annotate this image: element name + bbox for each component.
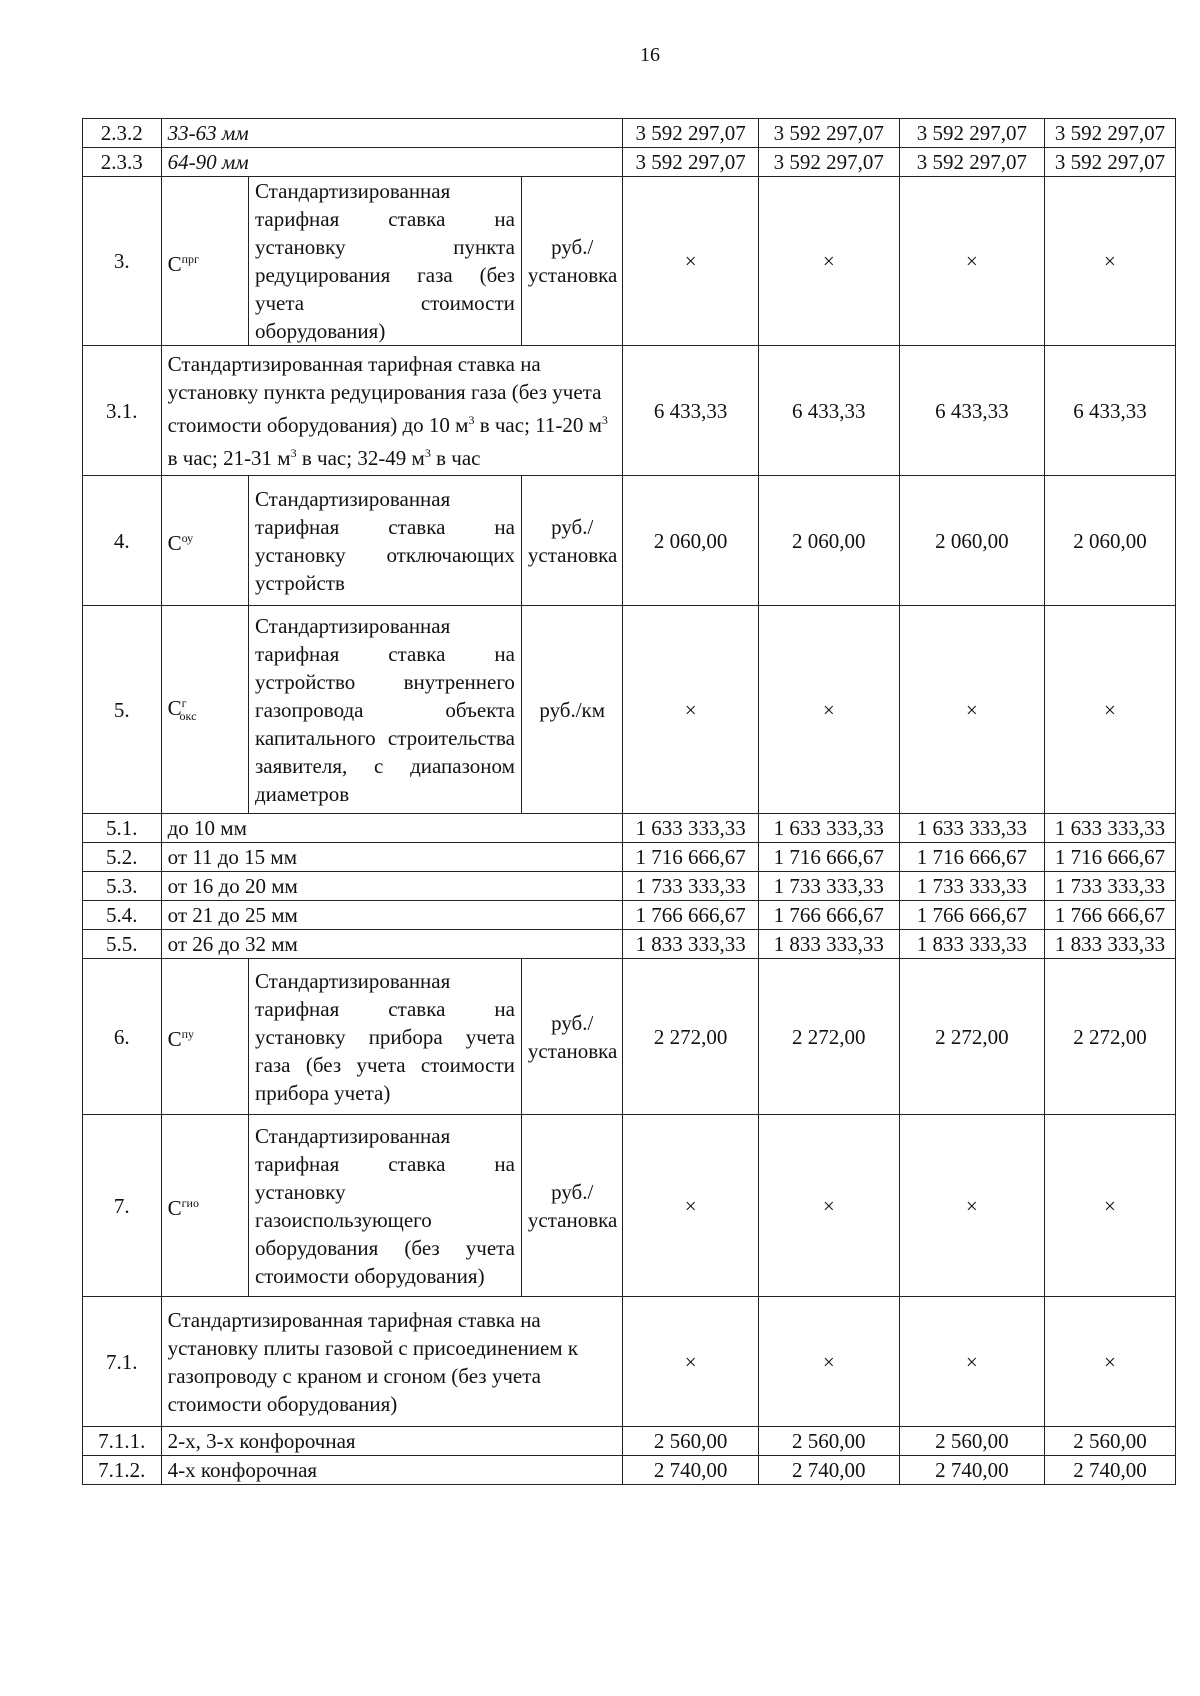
value-cell: 1 633 333,33 [1044, 814, 1175, 843]
value-cell: 2 560,00 [623, 1427, 758, 1456]
row-number: 6. [83, 959, 162, 1115]
value-cell: × [623, 1115, 758, 1297]
unit-cell: руб./установка [521, 959, 623, 1115]
value-cell: × [1044, 1115, 1175, 1297]
value-cell: × [1044, 177, 1175, 346]
value-cell: × [1044, 1297, 1175, 1427]
value-cell: 2 740,00 [758, 1456, 899, 1485]
value-cell: 2 060,00 [758, 476, 899, 606]
rate-symbol: $C^{гио}$ [161, 1115, 248, 1297]
row-number: 7.1.2. [83, 1456, 162, 1485]
value-cell: × [758, 1115, 899, 1297]
row-number: 7.1.1. [83, 1427, 162, 1456]
value-cell: 1 833 333,33 [758, 930, 899, 959]
table-row [83, 148, 1176, 177]
value-cell: 1 716 666,67 [899, 843, 1044, 872]
table-row [83, 872, 1176, 901]
row-number: 5.5. [83, 930, 162, 959]
table-row [83, 959, 1176, 1115]
value-cell: 3 592 297,07 [758, 119, 899, 148]
value-cell: 2 272,00 [758, 959, 899, 1115]
table-row [83, 606, 1176, 814]
table-row [83, 901, 1176, 930]
row-number: 2.3.3 [83, 148, 162, 177]
rate-symbol: $C^{оу}$ [161, 476, 248, 606]
value-cell: 2 272,00 [899, 959, 1044, 1115]
tariff-table [82, 118, 1176, 1485]
value-cell: 1 766 666,67 [1044, 901, 1175, 930]
value-cell: 1 733 333,33 [623, 872, 758, 901]
value-cell: 6 433,33 [758, 346, 899, 476]
value-cell: 3 592 297,07 [899, 119, 1044, 148]
row-number: 3.1. [83, 346, 162, 476]
row-label: 33-63 мм [161, 119, 623, 148]
value-cell: 1 766 666,67 [899, 901, 1044, 930]
table-row [83, 119, 1176, 148]
row-number: 7.1. [83, 1297, 162, 1427]
value-cell: 3 592 297,07 [1044, 119, 1175, 148]
value-cell: × [899, 177, 1044, 346]
value-cell: × [758, 1297, 899, 1427]
value-cell: 2 560,00 [899, 1427, 1044, 1456]
row-number: 7. [83, 1115, 162, 1297]
value-cell: 2 560,00 [758, 1427, 899, 1456]
unit-cell: руб./установка [521, 1115, 623, 1297]
value-cell: 1 633 333,33 [899, 814, 1044, 843]
value-cell: 3 592 297,07 [758, 148, 899, 177]
value-cell: 1 833 333,33 [1044, 930, 1175, 959]
row-number: 5.3. [83, 872, 162, 901]
value-cell: 1 833 333,33 [623, 930, 758, 959]
rate-symbol: $C^г_{окс}$ [161, 606, 248, 814]
rate-symbol: $C^{пу}$ [161, 959, 248, 1115]
rate-description: Стандартизированная тарифная ставка на установку плиты газовой с присоединением к газопроводу с краном и сгоном (без учета стоимости оборудования) [161, 1297, 623, 1427]
row-number: 5. [83, 606, 162, 814]
value-cell: × [758, 177, 899, 346]
value-cell: 2 740,00 [1044, 1456, 1175, 1485]
table-row [83, 1427, 1176, 1456]
table-row [83, 814, 1176, 843]
value-cell: 6 433,33 [1044, 346, 1175, 476]
table-row [83, 843, 1176, 872]
unit-cell: руб./км [521, 606, 623, 814]
value-cell: 2 060,00 [1044, 476, 1175, 606]
value-cell: 2 740,00 [623, 1456, 758, 1485]
row-number: 4. [83, 476, 162, 606]
row-number: 3. [83, 177, 162, 346]
value-cell: 3 592 297,07 [623, 119, 758, 148]
value-cell: 6 433,33 [899, 346, 1044, 476]
value-cell: × [899, 606, 1044, 814]
value-cell: 3 592 297,07 [1044, 148, 1175, 177]
rate-description: Стандартизированная тарифная ставка на установку пункта редуцирования газа (без учета стоимости оборудования) до 10 $м^3$ в час; 11-20 $м^3$ в час; 21-31 $м^3$ в час; 32-49 $м^3$ в час [161, 346, 623, 476]
row-label: от 26 до 32 мм [161, 930, 623, 959]
value-cell: × [623, 606, 758, 814]
row-label: от 21 до 25 мм [161, 901, 623, 930]
unit-cell: руб./установка [521, 476, 623, 606]
value-cell: 1 716 666,67 [758, 843, 899, 872]
value-cell: 3 592 297,07 [899, 148, 1044, 177]
table-row [83, 930, 1176, 959]
unit-cell: руб./установка [521, 177, 623, 346]
value-cell: 2 272,00 [623, 959, 758, 1115]
value-cell: 2 560,00 [1044, 1427, 1175, 1456]
value-cell: 1 833 333,33 [899, 930, 1044, 959]
value-cell: × [623, 177, 758, 346]
row-label: 2-х, 3-х конфорочная [161, 1427, 623, 1456]
table-row [83, 177, 1176, 346]
value-cell: × [758, 606, 899, 814]
value-cell: 1 733 333,33 [899, 872, 1044, 901]
value-cell: 2 060,00 [899, 476, 1044, 606]
rate-description: Стандартизированная тарифная ставка на установку отключающих устройств [248, 476, 521, 606]
value-cell: 1 766 666,67 [623, 901, 758, 930]
value-cell: 1 733 333,33 [1044, 872, 1175, 901]
row-number: 2.3.2 [83, 119, 162, 148]
value-cell: × [899, 1297, 1044, 1427]
value-cell: 2 060,00 [623, 476, 758, 606]
row-number: 5.2. [83, 843, 162, 872]
table-row [83, 1456, 1176, 1485]
page-number: 16 [640, 44, 660, 66]
value-cell: 2 740,00 [899, 1456, 1044, 1485]
value-cell: 1 633 333,33 [623, 814, 758, 843]
row-number: 5.1. [83, 814, 162, 843]
row-label: 4-х конфорочная [161, 1456, 623, 1485]
table-row [83, 476, 1176, 606]
rate-symbol: $C^{прг}$ [161, 177, 248, 346]
value-cell: × [1044, 606, 1175, 814]
row-number: 5.4. [83, 901, 162, 930]
table-row [83, 346, 1176, 476]
rate-description: Стандартизированная тарифная ставка на установку газоиспользующего оборудования (без учета стоимости оборудования) [248, 1115, 521, 1297]
table-row [83, 1115, 1176, 1297]
row-label: 64-90 мм [161, 148, 623, 177]
row-label: от 16 до 20 мм [161, 872, 623, 901]
value-cell: 3 592 297,07 [623, 148, 758, 177]
value-cell: 6 433,33 [623, 346, 758, 476]
row-label: от 11 до 15 мм [161, 843, 623, 872]
value-cell: 1 716 666,67 [1044, 843, 1175, 872]
value-cell: × [623, 1297, 758, 1427]
value-cell: × [899, 1115, 1044, 1297]
value-cell: 2 272,00 [1044, 959, 1175, 1115]
rate-description: Стандартизированная тарифная ставка на установку прибора учета газа (без учета стоимости прибора учета) [248, 959, 521, 1115]
row-label: до 10 мм [161, 814, 623, 843]
table-row [83, 1297, 1176, 1427]
rate-description: Стандартизированная тарифная ставка на установку пункта редуцирования газа (без учета стоимости оборудования) [248, 177, 521, 346]
value-cell: 1 766 666,67 [758, 901, 899, 930]
value-cell: 1 716 666,67 [623, 843, 758, 872]
rate-description: Стандартизированная тарифная ставка на устройство внутреннего газопровода объекта капитального строительства заявителя, с диапазоном диаметров [248, 606, 521, 814]
value-cell: 1 633 333,33 [758, 814, 899, 843]
value-cell: 1 733 333,33 [758, 872, 899, 901]
